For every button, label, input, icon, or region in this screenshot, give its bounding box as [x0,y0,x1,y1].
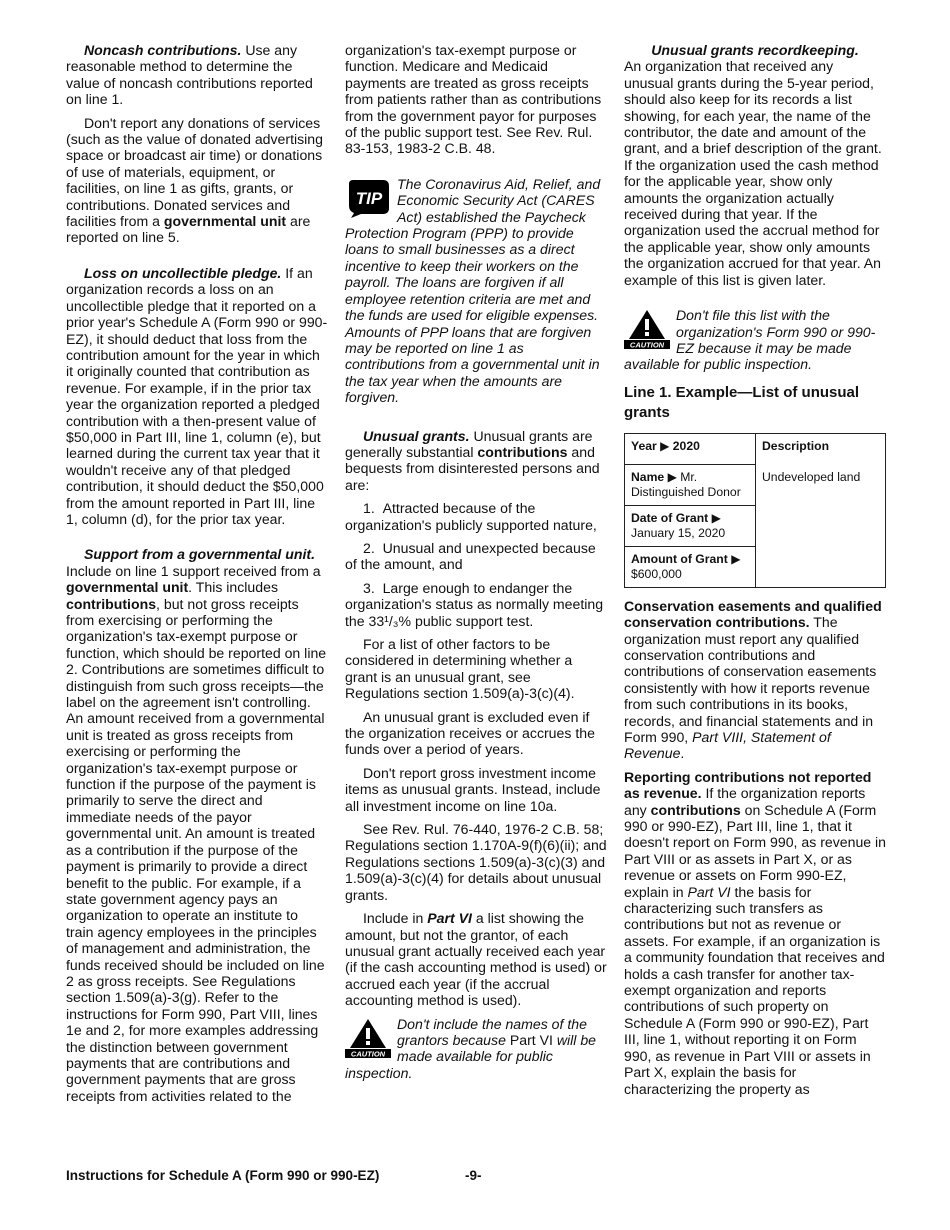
paragraph-noncash: Noncash contributions. Use any reasonable method to determine the value of noncash contributions reported on line 1. [66,42,313,108]
example-table [624,433,886,588]
table-cell: Amount of Grant ▶ $600,000 [625,546,756,587]
example-heading: Line 1. Example—List of unusual grants [624,383,860,421]
page-number: -9- [465,1168,482,1183]
paragraph-continued: organization's tax-exempt purpose or function. Medicare and Medicaid payments are treated as gross receipts from patients rather than as contributions from the government payor for purposes of the public support test. See Rev. Rul. 83-153, 1983-2 C.B. 48. [345,42,602,157]
run-in-heading: Support from a governmental unit. [84,546,315,563]
column-2 [345,42,607,1091]
tip-icon [345,178,391,218]
table-cell: Name ▶ Mr. Distinguished Donor [625,464,756,505]
paragraph-reporting: Reporting contributions not reported as revenue. If the organization reports any contributions on Schedule A (Form 990 or 990-EZ), Part III, line 1, that it doesn't report on Form 990, as revenue in Part VIII or as assets in Part X, or as revenue or assets on Form 990-EZ, explain in Part VI the basis for characterizing such transfers as contributions but not as revenue or assets. For example, if an organization is a community foundation that receives and holds a cash transfer for another tax-exempt organization and reports contributions of such property on Schedule A (Form 990 or 990-EZ), Part III, line 1, without reporting it on Form 990, as revenue in Part VIII or assets in Part X, explain the basis for characterizing the property as [624,768,887,1097]
table-row [625,433,886,464]
run-in-heading: Unusual grants recordkeeping. [651,42,859,58]
run-in-heading: Loss on uncollectible pledge. [84,264,282,281]
arrow-right-icon: ▶ [667,469,677,484]
paragraph-factors: For a list of other factors to be considered in determining whether a grant is an unusual grant, see Regulations section 1.509(a)-3(c)(4). [345,636,575,702]
tip-note: TIP The Coronavirus Aid, Relief, and Economic Security Act (CARES Act) established the Paycheck Protection Program (PPP) to provide loans to small businesses as a direct incentive to keep their workers on the payroll. The loans are forgiven if all employee retention criteria are met and the funds are used for eligible expenses. Amounts of PPP loans that are forgiven may be reported on line 1 as contributions from a governmental unit in the tax year when the amounts are forgiven. [345,175,601,406]
run-in-heading: Unusual grants. [363,427,470,444]
caution-note: CAUTION Don't file this list with the organization's Form 990 or 990-EZ because it may be made available for public inspection. [624,307,876,373]
paragraph-support: Support from a governmental unit. Include on line 1 support received from a governmental unit. This includes contributions, but not gross receipts from exercising or performing the organization's tax-exempt purpose or function, which should be reported on line 2. Contributions are sometimes difficult to distinguish from such gross receipts—the label on the agreement isn't controlling. An amount received from a governmental unit is treated as gross receipts from exercising or performing the organization's tax-exempt purpose or function if the purpose of the payment is primarily to serve the direct and immediate needs of the payor governmental unit. An amount is treated as a contribution if the purpose of the payment is primarily to provide a direct benefit to the public. For example, if a state government agency pays an organization to operate an institute to train agency employees in the principles of management and administration, the funds received should be included on line 2 as gross receipts. See Regulations section 1.509(a)-3(g). Refer to the instructions for Form 990, Part VIII, lines 1e and 2, for more examples addressing the distinction between government payments that are contributions and government payments that are gross receipts from activities related to the [66,546,327,1104]
column-1 [66,42,328,1111]
arrow-right-icon: ▶ [711,510,721,525]
paragraph-excluded: An unusual grant is excluded even if the organization receives or accrues the funds over a period of years. [345,708,595,758]
caution-icon [345,1018,391,1058]
list-item: 3. Large enough to endanger the organization's status as normally meeting the 33¹/₃% public support test. [345,579,604,629]
svg-text:CAUTION: CAUTION [350,1049,386,1058]
paragraph-loss: Loss on uncollectible pledge. If an organization records a loss on an uncollectible pledge that it reported on a prior year's Schedule A (Form 990 or 990-EZ), it should deduct that loss from the contribution amount for the year in which it originally counted that contribution as revenue. For example, if in the prior tax year the organization reported a pledged contribution with a then-present value of $50,000 in Part III, line 1, column (e), but learned during the current tax year that it wouldn't receive any of that pledged contribution, it should deduct the $50,000 from the amount reported in Part III, line 1, column (d), for the prior tax year. [66,264,328,527]
paragraph-see-rev: See Rev. Rul. 76-440, 1976-2 C.B. 58; Regulations section 1.170A-9(f)(6)(ii); and Regulations sections 1.509(a)-3(c)(3) and 1.509(a)-3(c)(4) for details about unusual grants. [345,821,607,903]
svg-text:TIP: TIP [355,188,383,208]
list-item: 2. Unusual and unexpected because of the amount, and [345,539,596,573]
footer-title: Instructions for Schedule A (Form 990 or 990-EZ) [66,1168,380,1183]
paragraph-investment: Don't report gross investment income items as unusual grants. Instead, include all investment income on line 10a. [345,764,601,814]
caution-icon [624,309,670,349]
paragraph-unusual-grants: Unusual grants. Unusual grants are generally substantial contributions and bequests from disinterested persons and are: [345,427,600,493]
paragraph-conservation: Conservation easements and qualified conservation contributions. The organization must report any qualified conservation contributions and contributions of conservation easements consistently with how it reports revenue from such contributions in its books, records, and financial statements and in Form 990, Part VIII, Statement of Revenue. [624,597,882,762]
table-cell: Date of Grant ▶ January 15, 2020 [625,505,756,546]
svg-text:CAUTION: CAUTION [629,340,665,350]
caution-note: CAUTION Don't include the names of the grantors because Part VI will be made available for public inspection. [345,1015,597,1081]
paragraph-dont-report: Don't report any donations of services (such as the value of donated advertising space or broadcast air time) or donations of use of materials, equipment, or facilities, on line 1 as gifts, grants, or contributions. Donated services and facilities from a governmental unit are reported on line 5. [66,114,323,246]
arrow-right-icon: ▶ [660,438,670,453]
table-cell: Year ▶ 2020 [625,433,756,464]
list-item: 1. Attracted because of the organization's publicly supported nature, [345,500,597,533]
arrow-right-icon: ▶ [731,551,741,566]
column-3 [624,42,886,1104]
paragraph-include: Include in Part VI a list showing the amount, but not the grantor, of each unusual grant actually received each year (if the cash accounting method is used) or accrued each year (if the accrual accounting method is used). [345,910,607,1009]
run-in-heading: Noncash contributions. [84,42,242,58]
paragraph-recordkeeping: Unusual grants recordkeeping. An organization that received any unusual grants during the 5-year period, should also keep for its records a list showing, for each year, the name of the contributor, the date and amount of the grant, and a brief description of the grant. If the organization used the cash method for the applicable year, show only amounts the organization actually received during that year. If the organization used the accrual method for the applicable year, show only amounts the organization accrued for that year. An example of this list is given later. [624,42,886,288]
table-cell: Description Undeveloped land [756,433,886,587]
